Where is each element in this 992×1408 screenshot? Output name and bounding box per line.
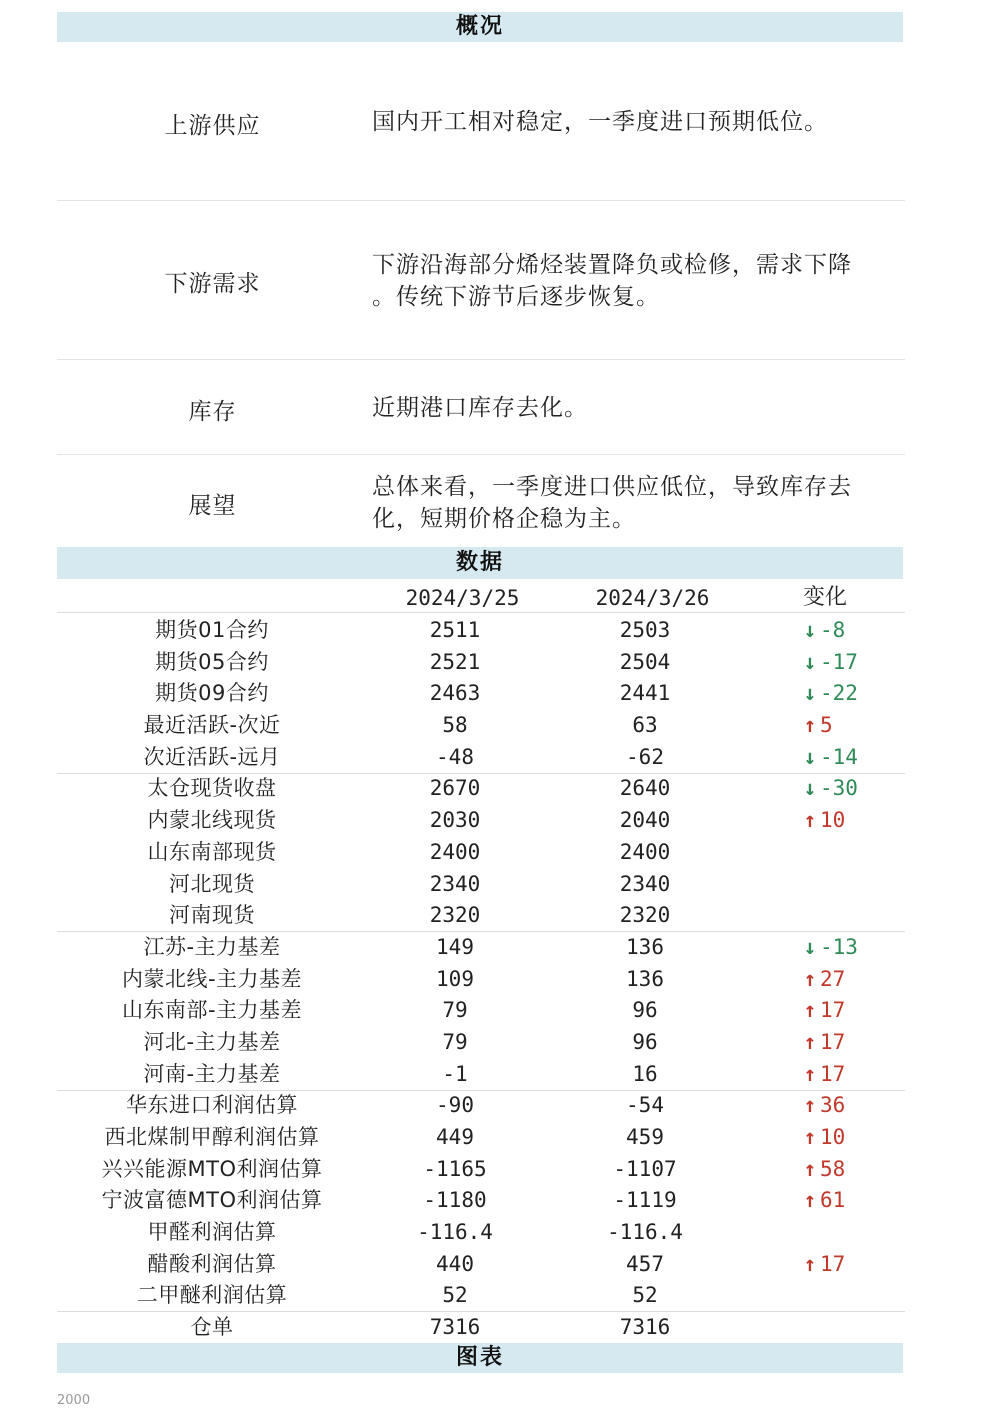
- value-date2: 136: [626, 966, 664, 991]
- row-label: 太仓现货收盘: [147, 776, 277, 801]
- value-date2: -54: [626, 1093, 664, 1118]
- row-label: 河南现货: [169, 903, 255, 928]
- overview-label-inventory: 库存: [188, 399, 237, 425]
- value-date1: -116.4: [417, 1220, 493, 1245]
- arrow-up-icon: ↑: [803, 713, 817, 738]
- value-date2: -62: [626, 744, 664, 769]
- change-cell: [800, 1280, 890, 1312]
- arrow-up-icon: ↑: [803, 1188, 817, 1213]
- value-date1: 2340: [429, 871, 481, 896]
- table-row: [0, 1280, 992, 1312]
- arrow-up-icon: ↑: [803, 1125, 817, 1149]
- table-row: [0, 773, 992, 805]
- table-row: [0, 1217, 992, 1249]
- value-date2: 136: [626, 934, 664, 959]
- change-value: -14: [820, 744, 858, 769]
- change-value: -30: [820, 776, 858, 801]
- arrow-down-icon: ↓: [803, 681, 817, 706]
- arrow-up-icon: ↑: [803, 1061, 817, 1086]
- value-date2: 2320: [619, 903, 671, 928]
- overview-text-outlook: 总体来看，一季度进口供应低位，导致库存去 化，短期价格企稳为主。: [372, 474, 852, 532]
- value-date1: -1: [442, 1061, 468, 1086]
- value-date2: 96: [632, 1029, 658, 1054]
- section-header-charts: 图表: [57, 1343, 903, 1373]
- row-label: 内蒙北线-主力基差: [121, 966, 303, 991]
- value-date1: -90: [436, 1093, 474, 1118]
- value-date1: 2463: [429, 681, 481, 706]
- change-value: 5: [820, 713, 833, 738]
- row-label: 二甲醚利润估算: [136, 1283, 288, 1308]
- arrow-down-icon: ↓: [803, 618, 817, 642]
- table-row: [0, 932, 992, 964]
- row-label: 醋酸利润估算: [147, 1251, 277, 1276]
- table-row: [0, 742, 992, 774]
- table-row: [0, 805, 992, 837]
- arrow-up-icon: ↑: [803, 1251, 817, 1276]
- value-date1: 2511: [429, 618, 481, 642]
- arrow-down-icon: ↓: [803, 649, 817, 674]
- change-cell: [800, 964, 890, 996]
- arrow-up-icon: ↑: [803, 998, 817, 1023]
- change-value: 10: [820, 1125, 846, 1149]
- change-value: 61: [820, 1188, 846, 1213]
- value-date2: 2340: [619, 871, 671, 896]
- change-cell: [800, 1027, 890, 1059]
- section-header-overview: 概况: [57, 12, 903, 42]
- row-label: 西北煤制甲醇利润估算: [104, 1125, 320, 1149]
- table-row: [0, 1249, 992, 1281]
- row-label: 山东南部现货: [147, 839, 277, 864]
- table-row: [0, 710, 992, 742]
- row-label: 宁波富德MTO利润估算: [101, 1188, 323, 1213]
- change-value: 17: [820, 1251, 846, 1276]
- value-date2: 2441: [619, 681, 671, 706]
- value-date2: 2503: [619, 618, 671, 642]
- change-value: 17: [820, 1061, 846, 1086]
- change-value: 17: [820, 1029, 846, 1054]
- change-cell: [800, 1312, 890, 1344]
- value-date2: 63: [632, 713, 658, 738]
- value-date1: 2030: [429, 808, 481, 833]
- arrow-up-icon: ↑: [803, 808, 817, 833]
- value-date1: 449: [436, 1125, 474, 1149]
- value-date2: 2504: [619, 649, 671, 674]
- value-date1: 79: [442, 1029, 468, 1054]
- change-value: -8: [820, 618, 846, 642]
- table-row: [0, 837, 992, 869]
- value-date1: 2320: [429, 903, 481, 928]
- table-row: [0, 1122, 992, 1154]
- change-value: 27: [820, 966, 846, 991]
- table-row: [0, 1090, 992, 1122]
- value-date2: 459: [626, 1125, 664, 1149]
- change-cell: [800, 900, 890, 932]
- value-date1: 79: [442, 998, 468, 1023]
- row-label: 山东南部-主力基差: [121, 998, 303, 1023]
- value-date2: -1119: [613, 1188, 677, 1213]
- row-label: 河北-主力基差: [143, 1029, 281, 1054]
- arrow-up-icon: ↑: [803, 966, 817, 991]
- change-value: -17: [820, 649, 858, 674]
- row-label: 河北现货: [169, 871, 255, 896]
- value-date2: 2640: [619, 776, 671, 801]
- table-row: [0, 647, 992, 679]
- change-cell: [800, 805, 890, 837]
- row-label: 甲醛利润估算: [147, 1220, 277, 1245]
- value-date2: 457: [626, 1251, 664, 1276]
- overview-text-supply: 国内开工相对稳定，一季度进口预期低位。: [372, 109, 828, 135]
- change-cell: [800, 932, 890, 964]
- change-cell: [800, 837, 890, 869]
- row-label: 期货05合约: [155, 649, 269, 674]
- overview-text-inventory: 近期港口库存去化。: [372, 395, 588, 421]
- change-cell: [800, 647, 890, 679]
- change-cell: [800, 1217, 890, 1249]
- overview-label-outlook: 展望: [188, 493, 237, 519]
- value-date2: 2400: [619, 839, 671, 864]
- value-date1: 109: [436, 966, 474, 991]
- overview-text-demand: 下游沿海部分烯烃装置降负或检修，需求下降 。传统下游节后逐步恢复。: [372, 252, 852, 310]
- value-date1: 7316: [429, 1315, 481, 1340]
- value-date1: 149: [436, 934, 474, 959]
- value-date1: 58: [442, 713, 468, 738]
- arrow-down-icon: ↓: [803, 776, 817, 801]
- change-cell: [800, 1185, 890, 1217]
- change-value: 17: [820, 998, 846, 1023]
- value-date2: 52: [632, 1283, 658, 1308]
- value-date1: 2400: [429, 839, 481, 864]
- value-date2: 96: [632, 998, 658, 1023]
- value-date2: 2040: [619, 808, 671, 833]
- change-value: -22: [820, 681, 858, 706]
- overview-label-demand: 下游需求: [164, 271, 261, 297]
- value-date2: -116.4: [607, 1220, 683, 1245]
- table-row: [0, 964, 992, 996]
- change-cell: [800, 678, 890, 710]
- arrow-up-icon: ↑: [803, 1156, 817, 1181]
- section-header-data: 数据: [57, 547, 903, 579]
- row-label: 河南-主力基差: [143, 1061, 281, 1086]
- table-row: [0, 678, 992, 710]
- value-date2: 7316: [619, 1315, 671, 1340]
- change-value: -13: [820, 934, 858, 959]
- change-cell: [800, 742, 890, 774]
- divider: [57, 359, 905, 360]
- table-row: [0, 1027, 992, 1059]
- value-date2: -1107: [613, 1156, 677, 1181]
- arrow-down-icon: ↓: [803, 744, 817, 769]
- table-row: [0, 1059, 992, 1091]
- overview-label-supply: 上游供应: [164, 113, 261, 139]
- change-cell: [800, 615, 890, 647]
- table-row: [0, 900, 992, 932]
- arrow-up-icon: ↑: [803, 1029, 817, 1054]
- change-cell: [800, 1090, 890, 1122]
- value-date1: 52: [442, 1283, 468, 1308]
- change-cell: [800, 1059, 890, 1091]
- value-date2: 16: [632, 1061, 658, 1086]
- change-cell: [800, 710, 890, 742]
- row-label: 内蒙北线现货: [147, 808, 277, 833]
- value-date1: -1165: [423, 1156, 487, 1181]
- change-cell: [800, 773, 890, 805]
- value-date1: 2670: [429, 776, 481, 801]
- value-date1: 440: [436, 1251, 474, 1276]
- arrow-up-icon: ↑: [803, 1093, 817, 1118]
- column-header-date1: 2024/3/25: [405, 586, 520, 610]
- chart-axis-fragment: 2000: [57, 1393, 91, 1408]
- change-cell: [800, 1249, 890, 1281]
- change-cell: [800, 1154, 890, 1186]
- change-value: 10: [820, 808, 846, 833]
- column-header-change: 变化: [802, 585, 847, 610]
- divider: [57, 200, 905, 201]
- row-label: 仓单: [190, 1315, 234, 1340]
- change-cell: [800, 995, 890, 1027]
- row-label: 期货09合约: [155, 681, 269, 706]
- change-value: 58: [820, 1156, 846, 1181]
- table-row: [0, 995, 992, 1027]
- row-label: 华东进口利润估算: [126, 1093, 298, 1118]
- arrow-down-icon: ↓: [803, 934, 817, 959]
- value-date1: -48: [436, 744, 474, 769]
- value-date1: -1180: [423, 1188, 487, 1213]
- table-row: [0, 615, 992, 647]
- row-label: 次近活跃-远月: [143, 744, 281, 769]
- change-cell: [800, 1122, 890, 1154]
- row-label: 兴兴能源MTO利润估算: [101, 1156, 323, 1181]
- row-label: 最近活跃-次近: [143, 713, 281, 738]
- divider: [57, 454, 905, 455]
- divider: [57, 612, 905, 613]
- table-row: [0, 869, 992, 901]
- row-label: 江苏-主力基差: [143, 934, 281, 959]
- column-header-date2: 2024/3/26: [595, 586, 710, 610]
- change-cell: [800, 869, 890, 901]
- table-row: [0, 1312, 992, 1344]
- value-date1: 2521: [429, 649, 481, 674]
- row-label: 期货01合约: [155, 618, 269, 642]
- data-table: [0, 615, 992, 1344]
- change-value: 36: [820, 1093, 846, 1118]
- table-row: [0, 1154, 992, 1186]
- table-row: [0, 1185, 992, 1217]
